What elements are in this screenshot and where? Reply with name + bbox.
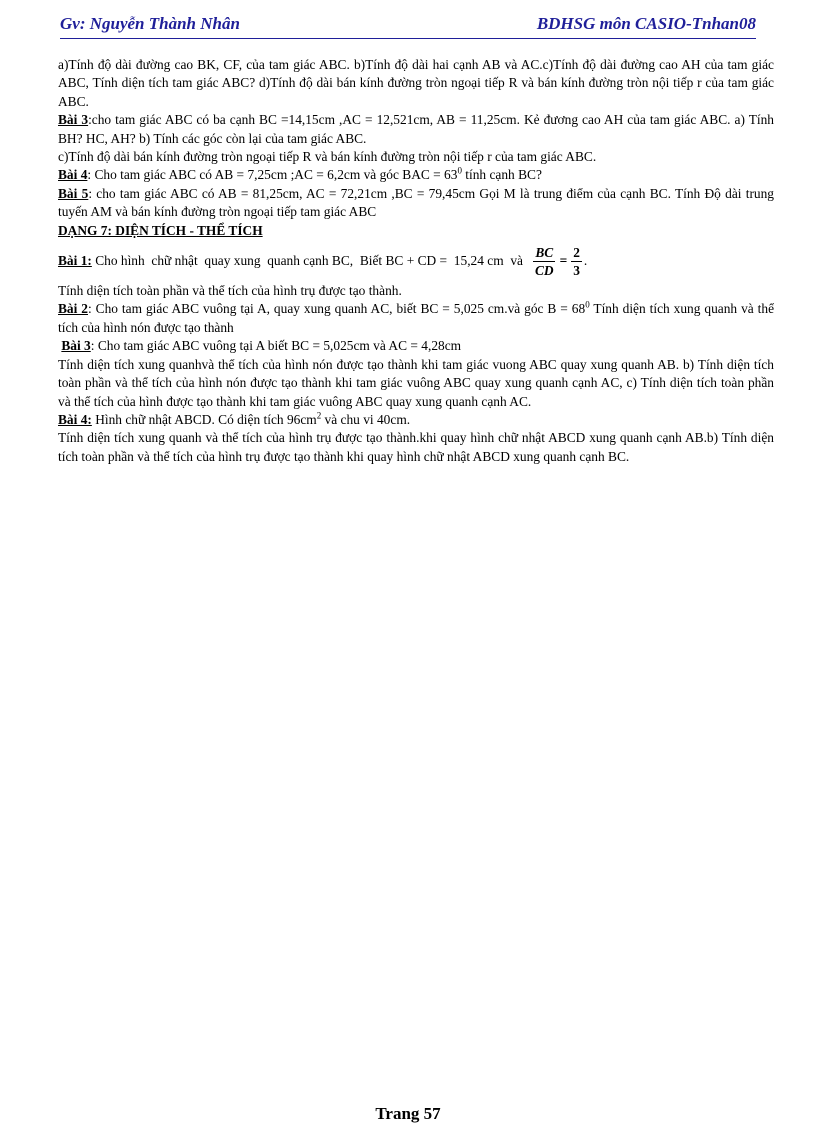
section-title: DẠNG 7: DIỆN TÍCH - THỂ TÍCH bbox=[58, 222, 263, 238]
document-body bbox=[58, 56, 774, 466]
d7-exercise-2-text-end: Tính diện tích xung quanh và thể tích của hình nón được tạo thành bbox=[58, 301, 775, 335]
header-divider bbox=[60, 38, 756, 39]
exercise-3 bbox=[58, 111, 774, 148]
d7-exercise-1 bbox=[58, 240, 774, 282]
exercise-4 bbox=[58, 166, 774, 184]
exercise-3-text: :cho tam giác ABC có ba cạnh BC =14,15cm ,AC = 12,521cm, AB = 11,25cm. Kẻ đương cao AH của tam giác ABC. a) Tính BH? HC, AH? b) Tính các góc còn lại của tam giác ABC. bbox=[58, 112, 774, 146]
squared-superscript: 2 bbox=[316, 410, 322, 421]
page-number: Trang 57 bbox=[375, 1104, 441, 1123]
fraction-bc-cd bbox=[533, 245, 556, 278]
d7-exercise-4-text: Hình chữ nhật ABCD. Có diện tích 96cm bbox=[91, 411, 317, 427]
exercise-4-text: : Cho tam giác ABC có AB = 7,25cm ;AC = 6,2cm và góc BAC = 63 bbox=[87, 167, 458, 183]
degree-superscript: 0 bbox=[457, 165, 462, 176]
d7-exercise-1-text: Cho hình chữ nhật quay xung quanh cạnh BC, Biết BC + CD = 15,24 cm và bbox=[91, 252, 523, 268]
d7-exercise-4-continued: Tính diện tích xung quanh và thể tích của hình trụ được tạo thành.khi quay hình chữ nhật ABCD xung quanh cạnh AB.b) Tính diện tích toàn phần và thể tích của hình trụ được tạo thành khi quay hình chữ nhật ABCD xung quanh cạnh BC. bbox=[58, 430, 774, 464]
d7-exercise-4-label: Bài 4: bbox=[58, 411, 92, 427]
page-header bbox=[60, 12, 756, 36]
formula-period: . bbox=[583, 252, 588, 268]
fraction-numerator: BC bbox=[535, 244, 554, 260]
exercise-4-text-end: tính cạnh BC? bbox=[461, 167, 542, 183]
d7-exercise-1-continued: Tính diện tích toàn phần và thể tích của hình trụ được tạo thành. bbox=[58, 283, 402, 299]
d7-exercise-3-label: Bài 3 bbox=[61, 338, 91, 354]
header-course: BDHSG môn CASIO-Tnhan08 bbox=[536, 14, 756, 33]
header-author: Gv: Nguyễn Thành Nhân bbox=[60, 14, 240, 33]
d7-exercise-2 bbox=[58, 300, 774, 337]
equals-sign: = bbox=[559, 252, 568, 268]
d7-exercise-3 bbox=[58, 337, 774, 355]
fraction-two-thirds bbox=[571, 245, 582, 278]
d7-exercise-4 bbox=[58, 411, 774, 429]
d7-exercise-3-continued: Tính diện tích xung quanhvà thể tích của hình nón được tạo thành khi tam giác vuong ABC quay xung quanh AB. b) Tính diện tích toàn phần và thể tích của hình nón được tạo thành khi tam giác vuông ABC quay xung quanh cạnh AC, c) Tính diện tích toàn phần và thể tích của hình được tạo thành khi tam giác vuông ABC quay xung quanh cạnh AC. bbox=[58, 356, 774, 409]
exercise-3-label: Bài 3 bbox=[58, 112, 89, 128]
d7-exercise-4-text-end: và chu vi 40cm. bbox=[321, 411, 411, 427]
paragraph-part-a-d: a)Tính độ dài đường cao BK, CF, của tam giác ABC. b)Tính độ dài hai cạnh AB và AC.c)Tính độ dài đường cao AH của tam giác ABC, Tính diện tích tam giác ABC? d)Tính độ dài bán kính đường tròn ngoại tiếp R và bán kính đường tròn nội tiếp r của tam giác ABC. bbox=[58, 57, 774, 109]
d7-exercise-3-text: : Cho tam giác ABC vuông tại A biết BC = 5,025cm và AC = 4,28cm bbox=[90, 338, 462, 354]
degree-superscript: 0 bbox=[585, 300, 590, 310]
exercise-3-part-c: c)Tính độ dài bán kính đường tròn ngoại tiếp R và bán kính đường tròn nội tiếp r của tam giác ABC. bbox=[58, 149, 597, 165]
d7-exercise-1-label: Bài 1: bbox=[58, 252, 92, 268]
exercise-5-label: Bài 5 bbox=[58, 185, 89, 201]
exercise-5-text: : cho tam giác ABC có AB = 81,25cm, AC = 72,21cm ,BC = 79,45cm Gọi M là trung điểm của cạnh BC. Tính Độ dài trung tuyến AM và bán kính đường tròn ngoại tiếp tam giác ABC bbox=[58, 185, 775, 220]
fraction-denominator: CD bbox=[534, 262, 554, 278]
d7-exercise-2-text: : Cho tam giác ABC vuông tại A, quay xung quanh AC, biết BC = 5,025 cm.và góc B = 68 bbox=[88, 301, 586, 317]
fraction-denominator: 3 bbox=[573, 262, 580, 278]
exercise-4-label: Bài 4 bbox=[58, 167, 88, 183]
fraction-numerator: 2 bbox=[573, 244, 580, 260]
d7-exercise-2-label: Bài 2 bbox=[58, 301, 88, 317]
exercise-5 bbox=[58, 185, 774, 222]
